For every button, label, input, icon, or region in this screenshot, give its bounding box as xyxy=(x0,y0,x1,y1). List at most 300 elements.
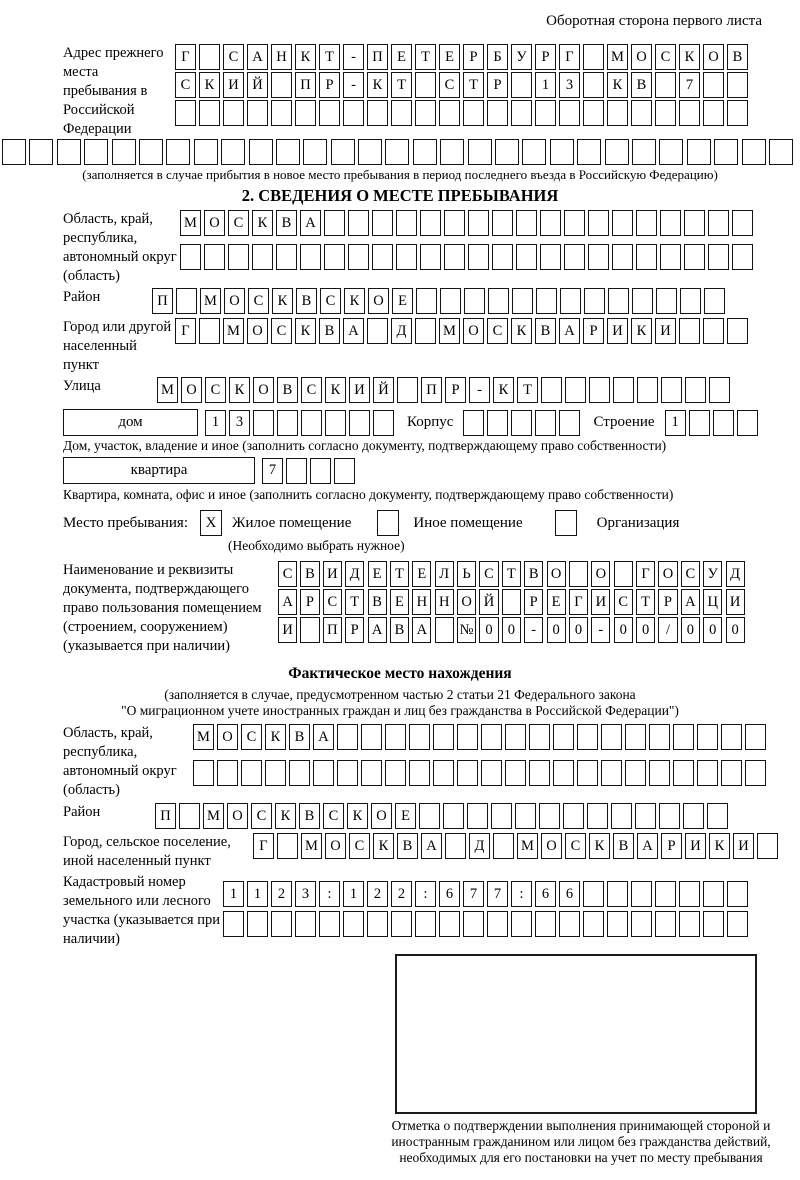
char-cell: О xyxy=(371,803,392,829)
char-cell: И xyxy=(223,72,244,98)
char-cell: 3 xyxy=(229,410,250,436)
char-cell: С xyxy=(301,377,322,403)
char-cell xyxy=(396,244,417,270)
char-cell xyxy=(463,410,484,436)
char-cell: Р xyxy=(583,318,604,344)
char-cell: Г xyxy=(569,589,588,615)
char-cell: - xyxy=(591,617,610,643)
char-cell xyxy=(560,288,581,314)
char-cell: С xyxy=(271,318,292,344)
char-cell: К xyxy=(709,833,730,859)
char-cell xyxy=(253,410,274,436)
char-cell xyxy=(223,911,244,937)
char-cell: Е xyxy=(368,561,387,587)
char-cell: С xyxy=(278,561,297,587)
char-cell xyxy=(511,911,532,937)
char-cell xyxy=(550,139,574,165)
char-cell xyxy=(660,210,681,236)
char-cell: И xyxy=(655,318,676,344)
char-cell xyxy=(535,100,556,126)
char-cell xyxy=(535,911,556,937)
char-cell xyxy=(563,803,584,829)
char-cell xyxy=(265,760,286,786)
char-cell: 0 xyxy=(703,617,722,643)
char-cell xyxy=(457,760,478,786)
char-cell: 0 xyxy=(726,617,745,643)
char-cell: С xyxy=(323,589,342,615)
char-cell: Е xyxy=(390,589,409,615)
char-cell: : xyxy=(511,881,532,907)
char-cell xyxy=(439,911,460,937)
char-cell: Й xyxy=(373,377,394,403)
char-cell xyxy=(636,244,657,270)
checkbox-other-premises xyxy=(377,510,399,536)
char-cell: М xyxy=(157,377,178,403)
char-cell xyxy=(372,244,393,270)
char-cell: К xyxy=(679,44,700,70)
char-cell: 2 xyxy=(367,881,388,907)
char-cell xyxy=(584,288,605,314)
char-cell: Т xyxy=(390,561,409,587)
char-cell: В xyxy=(631,72,652,98)
section2-title: 2. СВЕДЕНИЯ О МЕСТЕ ПРЕБЫВАНИЯ xyxy=(241,186,559,205)
char-cell: Д xyxy=(391,318,412,344)
char-cell: А xyxy=(343,318,364,344)
char-cell xyxy=(605,139,629,165)
char-cell xyxy=(348,244,369,270)
char-cell xyxy=(495,139,519,165)
char-cell: К xyxy=(511,318,532,344)
apartment-note: Квартира, комната, офис и иное (заполнить согласно документу, подтверждающему право собственности) xyxy=(63,487,674,502)
char-cell xyxy=(180,244,201,270)
char-cell: № xyxy=(457,617,476,643)
char-cell xyxy=(276,244,297,270)
char-cell xyxy=(583,911,604,937)
char-cell: 1 xyxy=(343,881,364,907)
char-cell: 6 xyxy=(559,881,580,907)
char-cell: О xyxy=(368,288,389,314)
char-cell: О xyxy=(204,210,225,236)
char-cell: С xyxy=(251,803,272,829)
char-cell: П xyxy=(295,72,316,98)
char-cell xyxy=(409,724,430,750)
char-cell: 6 xyxy=(535,881,556,907)
region-block xyxy=(63,210,800,286)
district-block xyxy=(63,288,800,314)
char-cell: С xyxy=(175,72,196,98)
char-cell xyxy=(440,139,464,165)
char-cell xyxy=(319,100,340,126)
char-cell xyxy=(179,803,200,829)
actual-city-row xyxy=(253,833,781,859)
char-cell: В xyxy=(277,377,298,403)
char-cell: О xyxy=(217,724,238,750)
document-block xyxy=(63,561,800,656)
char-cell: С xyxy=(349,833,370,859)
char-cell: А xyxy=(300,210,321,236)
char-cell xyxy=(745,724,766,750)
stay-type-label: Место пребывания: xyxy=(63,514,188,531)
char-cell xyxy=(300,244,321,270)
char-cell xyxy=(745,760,766,786)
char-cell xyxy=(481,724,502,750)
char-cell xyxy=(199,318,220,344)
char-cell: Н xyxy=(271,44,292,70)
char-cell xyxy=(703,318,724,344)
char-cell xyxy=(709,377,730,403)
char-cell xyxy=(703,881,724,907)
char-cell: 1 xyxy=(205,410,226,436)
cadastre-block xyxy=(63,873,800,949)
apartment-row xyxy=(63,457,800,484)
char-cell xyxy=(708,210,729,236)
char-cell: И xyxy=(733,833,754,859)
char-cell xyxy=(656,288,677,314)
city-label: Город или другой населенный пункт xyxy=(63,319,172,373)
char-cell xyxy=(511,100,532,126)
apartment-cells xyxy=(262,458,358,484)
char-cell: А xyxy=(247,44,268,70)
char-cell: О xyxy=(181,377,202,403)
char-cell: 0 xyxy=(502,617,521,643)
char-cell xyxy=(540,210,561,236)
char-cell xyxy=(413,139,437,165)
char-cell xyxy=(324,210,345,236)
char-cell: И xyxy=(349,377,370,403)
char-cell xyxy=(343,911,364,937)
char-cell xyxy=(223,100,244,126)
char-cell: К xyxy=(199,72,220,98)
char-cell xyxy=(697,724,718,750)
char-cell xyxy=(559,100,580,126)
char-cell: Т xyxy=(517,377,538,403)
char-cell xyxy=(737,410,758,436)
char-cell xyxy=(271,911,292,937)
char-cell xyxy=(608,288,629,314)
char-cell: Р xyxy=(535,44,556,70)
char-cell xyxy=(515,803,536,829)
char-cell xyxy=(505,724,526,750)
char-cell xyxy=(277,833,298,859)
char-cell: Л xyxy=(435,561,454,587)
char-cell xyxy=(649,760,670,786)
char-cell xyxy=(493,833,514,859)
region-row-2 xyxy=(180,244,756,270)
char-cell: Ь xyxy=(457,561,476,587)
char-cell xyxy=(217,760,238,786)
char-cell: О xyxy=(325,833,346,859)
char-cell xyxy=(679,100,700,126)
char-cell xyxy=(588,244,609,270)
char-cell: Е xyxy=(547,589,566,615)
char-cell xyxy=(468,139,492,165)
char-cell xyxy=(612,244,633,270)
char-cell: П xyxy=(367,44,388,70)
char-cell xyxy=(487,410,508,436)
char-cell xyxy=(176,288,197,314)
char-cell: 1 xyxy=(223,881,244,907)
char-cell xyxy=(445,833,466,859)
char-cell: : xyxy=(415,881,436,907)
char-cell xyxy=(433,760,454,786)
char-cell xyxy=(337,724,358,750)
char-cell xyxy=(721,724,742,750)
char-cell: Д xyxy=(345,561,364,587)
char-cell xyxy=(325,410,346,436)
char-cell xyxy=(757,833,778,859)
char-cell xyxy=(516,210,537,236)
char-cell xyxy=(655,100,676,126)
char-cell xyxy=(435,617,454,643)
house-box-label: дом xyxy=(63,409,198,436)
char-cell xyxy=(57,139,81,165)
char-cell xyxy=(372,210,393,236)
prev-address-row-3 xyxy=(175,100,751,126)
char-cell xyxy=(732,210,753,236)
char-cell xyxy=(683,803,704,829)
char-cell: В xyxy=(397,833,418,859)
actual-district-row xyxy=(155,803,731,829)
char-cell xyxy=(511,410,532,436)
char-cell xyxy=(444,244,465,270)
char-cell xyxy=(343,100,364,126)
char-cell: М xyxy=(607,44,628,70)
char-cell xyxy=(361,760,382,786)
char-cell xyxy=(583,881,604,907)
char-cell xyxy=(583,100,604,126)
char-cell xyxy=(324,244,345,270)
char-cell: А xyxy=(313,724,334,750)
char-cell: Е xyxy=(395,803,416,829)
char-cell: 2 xyxy=(271,881,292,907)
char-cell xyxy=(721,760,742,786)
char-cell: С xyxy=(614,589,633,615)
char-cell xyxy=(348,210,369,236)
char-cell xyxy=(539,803,560,829)
char-cell: 1 xyxy=(247,881,268,907)
char-cell xyxy=(492,210,513,236)
char-cell: И xyxy=(323,561,342,587)
char-cell: 0 xyxy=(479,617,498,643)
char-cell xyxy=(337,760,358,786)
char-cell: С xyxy=(248,288,269,314)
char-cell xyxy=(649,724,670,750)
char-cell xyxy=(416,288,437,314)
char-cell xyxy=(420,210,441,236)
char-cell: О xyxy=(463,318,484,344)
district-label: Район xyxy=(63,289,101,305)
char-cell xyxy=(286,458,307,484)
char-cell: С xyxy=(655,44,676,70)
char-cell: О xyxy=(631,44,652,70)
char-cell xyxy=(583,72,604,98)
char-cell: В xyxy=(299,803,320,829)
char-cell xyxy=(742,139,766,165)
stamp-box xyxy=(395,954,757,1114)
char-cell: - xyxy=(469,377,490,403)
char-cell xyxy=(487,100,508,126)
char-cell xyxy=(529,760,550,786)
char-cell xyxy=(491,803,512,829)
char-cell: Д xyxy=(726,561,745,587)
char-cell: В xyxy=(296,288,317,314)
char-cell xyxy=(529,724,550,750)
char-cell: С xyxy=(241,724,262,750)
char-cell: И xyxy=(726,589,745,615)
char-cell xyxy=(367,911,388,937)
char-cell: О xyxy=(224,288,245,314)
char-cell: К xyxy=(252,210,273,236)
char-cell xyxy=(139,139,163,165)
char-cell xyxy=(247,911,268,937)
char-cell xyxy=(607,881,628,907)
prev-address-note: (заполняется в случае прибытия в новое место пребывания в период последнего въезда в Российскую Федерацию) xyxy=(82,167,718,182)
char-cell: 0 xyxy=(636,617,655,643)
char-cell xyxy=(439,100,460,126)
char-cell xyxy=(613,377,634,403)
house-number-cells xyxy=(205,410,397,436)
char-cell: К xyxy=(272,288,293,314)
char-cell xyxy=(419,803,440,829)
char-cell xyxy=(614,561,633,587)
prev-address-label: Адрес прежнего места пребывания в Российской Федерации xyxy=(63,45,164,137)
char-cell xyxy=(637,377,658,403)
char-cell: Р xyxy=(300,589,319,615)
char-cell: 7 xyxy=(463,881,484,907)
char-cell xyxy=(289,760,310,786)
char-cell: Р xyxy=(319,72,340,98)
char-cell: С xyxy=(681,561,700,587)
char-cell xyxy=(687,139,711,165)
checkbox-organization xyxy=(555,510,577,536)
char-cell: С xyxy=(223,44,244,70)
option-organization-label: Организация xyxy=(596,514,680,531)
char-cell: К xyxy=(631,318,652,344)
char-cell: М xyxy=(180,210,201,236)
char-cell xyxy=(420,244,441,270)
char-cell xyxy=(319,911,340,937)
char-cell: С xyxy=(323,803,344,829)
cadastre-row-2 xyxy=(223,911,751,937)
char-cell xyxy=(583,44,604,70)
char-cell xyxy=(684,244,705,270)
char-cell: К xyxy=(275,803,296,829)
char-cell: И xyxy=(685,833,706,859)
house-row xyxy=(63,409,800,436)
house-note: Дом, участок, владение и иное (заполнить согласно документу, подтверждающему право собственности) xyxy=(63,438,667,453)
cadastre-label: Кадастровый номер земельного или лесного участка (указывается при наличии) xyxy=(63,874,220,947)
char-cell: В xyxy=(276,210,297,236)
char-cell: М xyxy=(517,833,538,859)
char-cell xyxy=(673,724,694,750)
char-cell xyxy=(463,911,484,937)
char-cell xyxy=(415,911,436,937)
char-cell xyxy=(727,100,748,126)
actual-city-block xyxy=(63,833,800,871)
char-cell xyxy=(714,139,738,165)
char-cell: К xyxy=(347,803,368,829)
char-cell xyxy=(553,724,574,750)
actual-location-note-2: "О миграционном учете иностранных граждан и лиц без гражданства в Российской Федерации") xyxy=(121,703,679,718)
char-cell: П xyxy=(152,288,173,314)
char-cell: Г xyxy=(636,561,655,587)
char-cell: 0 xyxy=(614,617,633,643)
char-cell xyxy=(565,377,586,403)
char-cell xyxy=(409,760,430,786)
char-cell xyxy=(655,911,676,937)
char-cell: К xyxy=(295,318,316,344)
prev-address-row-4 xyxy=(2,139,800,165)
char-cell: 3 xyxy=(295,881,316,907)
actual-location-note-1: (заполняется в случае, предусмотренном частью 2 статьи 21 Федерального закона xyxy=(164,687,636,702)
char-cell xyxy=(444,210,465,236)
char-cell xyxy=(252,244,273,270)
char-cell xyxy=(632,139,656,165)
actual-region-label: Область, край, республика, автономный округ (область) xyxy=(63,725,177,798)
char-cell: К xyxy=(265,724,286,750)
char-cell xyxy=(397,377,418,403)
char-cell xyxy=(636,210,657,236)
char-cell xyxy=(367,100,388,126)
char-cell: 7 xyxy=(487,881,508,907)
char-cell: П xyxy=(155,803,176,829)
char-cell: 6 xyxy=(439,881,460,907)
char-cell xyxy=(415,100,436,126)
char-cell xyxy=(680,288,701,314)
char-cell xyxy=(540,244,561,270)
char-cell xyxy=(166,139,190,165)
char-cell xyxy=(492,244,513,270)
char-cell xyxy=(440,288,461,314)
char-cell xyxy=(271,100,292,126)
char-cell: 7 xyxy=(262,458,283,484)
char-cell xyxy=(443,803,464,829)
char-cell xyxy=(632,288,653,314)
char-cell xyxy=(194,139,218,165)
region-label: Область, край, республика, автономный округ (область) xyxy=(63,211,177,284)
char-cell: Р xyxy=(345,617,364,643)
char-cell xyxy=(727,911,748,937)
char-cell xyxy=(511,72,532,98)
char-cell xyxy=(29,139,53,165)
char-cell: Н xyxy=(435,589,454,615)
char-cell: Р xyxy=(487,72,508,98)
char-cell: В xyxy=(368,589,387,615)
char-cell: О xyxy=(703,44,724,70)
char-cell: О xyxy=(658,561,677,587)
char-cell: 0 xyxy=(547,617,566,643)
char-cell xyxy=(228,244,249,270)
char-cell: О xyxy=(247,318,268,344)
char-cell: Р xyxy=(658,589,677,615)
char-cell xyxy=(631,100,652,126)
char-cell: Й xyxy=(479,589,498,615)
char-cell: Т xyxy=(463,72,484,98)
char-cell xyxy=(559,410,580,436)
char-cell xyxy=(467,803,488,829)
char-cell: 1 xyxy=(665,410,686,436)
char-cell xyxy=(535,410,556,436)
char-cell xyxy=(661,377,682,403)
char-cell xyxy=(313,760,334,786)
stroenie-cells xyxy=(665,410,761,436)
char-cell xyxy=(673,760,694,786)
char-cell xyxy=(391,100,412,126)
char-cell xyxy=(241,760,262,786)
char-cell: О xyxy=(541,833,562,859)
char-cell xyxy=(468,244,489,270)
char-cell: В xyxy=(300,561,319,587)
